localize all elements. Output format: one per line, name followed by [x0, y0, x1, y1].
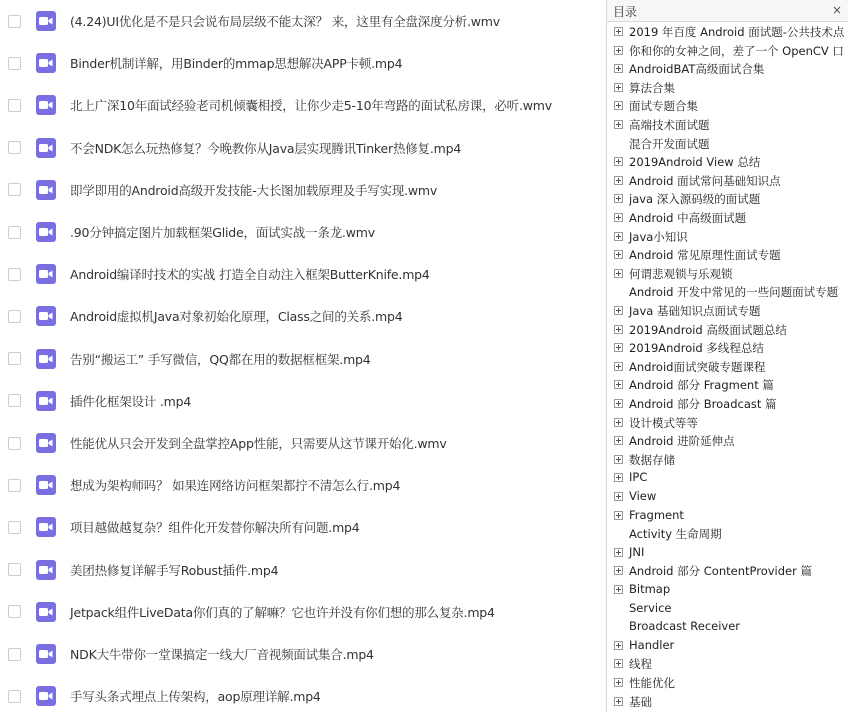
file-checkbox[interactable]: [8, 437, 21, 450]
file-row[interactable]: [0, 422, 604, 464]
toc-item-label: Android 中高级面试题: [629, 211, 747, 225]
file-row[interactable]: [0, 506, 604, 548]
toc-item-label: 面试专题合集: [629, 99, 698, 114]
expand-plus-icon[interactable]: [614, 492, 623, 501]
toc-item-label: Bitmap: [629, 582, 671, 596]
video-file-icon: [36, 53, 56, 73]
toc-item-label: Android 进阶延伸点: [629, 434, 735, 449]
toc-item[interactable]: [607, 190, 848, 208]
toc-item-label: 性能优化: [629, 676, 675, 690]
toc-item[interactable]: [607, 246, 848, 264]
file-row[interactable]: [0, 464, 604, 506]
file-name[interactable]: 北上广深10年面试经验老司机倾囊相授，让你少走5-10年弯路的面试私房课，必听.wmv: [70, 98, 552, 114]
toc-item-label: 你和你的女神之间，差了一个 OpenCV 口: [629, 43, 844, 58]
file-name[interactable]: 不会NDK怎么玩热修复？今晚教你从Java层实现腾讯Tinker热修复.mp4: [70, 140, 462, 156]
video-file-icon: [36, 644, 56, 664]
toc-item[interactable]: [607, 358, 848, 376]
toc-item[interactable]: [607, 488, 848, 506]
expand-plus-icon[interactable]: [614, 269, 623, 278]
toc-item-label: Broadcast Receiver: [629, 619, 741, 634]
file-name[interactable]: 美团热修复详解手写Robust插件.mp4: [70, 562, 279, 578]
expand-plus-icon[interactable]: [614, 306, 623, 315]
video-file-icon: [36, 686, 56, 706]
video-file-icon: [36, 475, 56, 495]
toc-item-label: Java小知识: [629, 229, 688, 244]
toc-item-label: 2019Android 高级面试题总结: [629, 322, 787, 337]
toc-item-label: Android 部分 ContentProvider 篇: [629, 564, 813, 579]
video-file-icon: [36, 180, 56, 200]
toc-item-label: 2019 年百度 Android 面试题-公共技术点: [629, 25, 845, 39]
expand-plus-icon[interactable]: [614, 194, 623, 203]
file-row[interactable]: [0, 591, 604, 633]
expand-plus-icon[interactable]: [614, 250, 623, 259]
file-row[interactable]: [0, 127, 604, 169]
file-name[interactable]: Android虚拟机Java对象初始化原理，Class之间的关系.mp4: [70, 309, 403, 325]
toc-item[interactable]: [607, 693, 848, 711]
toc-item[interactable]: [607, 562, 848, 580]
video-file-icon: [36, 11, 56, 31]
toc-item[interactable]: [607, 135, 848, 153]
toc-item[interactable]: [607, 116, 848, 134]
toc-item-label: Android 常见原理性面试专题: [629, 248, 781, 263]
toc-item[interactable]: [607, 451, 848, 469]
file-name[interactable]: (4.24)UI优化是不是只会说布局层级不能太深？ 来，这里有全盘深度分析.wmv: [70, 14, 500, 29]
toc-item[interactable]: [607, 209, 848, 227]
toc-item-label: Handler: [629, 637, 675, 652]
expand-plus-icon[interactable]: [614, 455, 623, 464]
file-name[interactable]: Jetpack组件LiveData你们真的了解嘛？它也许并没有你们想的那么复杂.mp4: [70, 604, 495, 620]
file-checkbox[interactable]: [8, 183, 21, 196]
expand-plus-icon[interactable]: [614, 436, 623, 445]
toc-item[interactable]: [607, 544, 848, 562]
toc-item[interactable]: [607, 23, 848, 41]
file-row[interactable]: [0, 549, 604, 591]
toc-item[interactable]: [607, 339, 848, 357]
file-name[interactable]: 插件化框架设计 .mp4: [70, 393, 192, 409]
toc-item[interactable]: [607, 302, 848, 320]
file-checkbox[interactable]: [8, 99, 21, 112]
toc-item[interactable]: [607, 507, 848, 525]
toc-item-label: 算法合集: [629, 80, 675, 95]
toc-item[interactable]: [607, 321, 848, 339]
expand-plus-icon[interactable]: [614, 511, 623, 520]
video-file-icon: [36, 391, 56, 411]
toc-item-label: Android 开发中常见的一些问题面试专题: [629, 285, 839, 300]
file-row[interactable]: [0, 211, 604, 253]
file-checkbox[interactable]: [8, 605, 21, 618]
toc-item[interactable]: [607, 42, 848, 60]
toc-item-label: Android面试突破专题课程: [629, 359, 766, 374]
expand-plus-icon[interactable]: [614, 213, 623, 222]
toc-item-label: Service: [629, 600, 672, 615]
video-file-icon: [36, 433, 56, 453]
file-name[interactable]: Binder机制详解，用Binder的mmap思想解决APP卡顿.mp4: [70, 56, 403, 72]
video-file-icon: [36, 95, 56, 115]
toc-item[interactable]: [607, 79, 848, 97]
file-row[interactable]: [0, 0, 604, 42]
toc-item[interactable]: [607, 153, 848, 171]
toc-item[interactable]: [607, 600, 848, 618]
toc-item-label: JNI: [629, 544, 645, 559]
toc-item[interactable]: [607, 395, 848, 413]
video-file-icon: [36, 222, 56, 242]
video-file-icon: [36, 349, 56, 369]
expand-plus-icon[interactable]: [614, 473, 623, 482]
expand-plus-icon[interactable]: [614, 64, 623, 73]
toc-item-label: java 深入源码级的面试题: [629, 192, 761, 207]
video-file-icon: [36, 602, 56, 622]
toc-item-label: Android 面试常问基础知识点: [629, 173, 781, 188]
file-checkbox[interactable]: [8, 352, 21, 365]
expand-plus-icon[interactable]: [614, 46, 623, 55]
file-name[interactable]: 项目越做越复杂？组件化开发替你解决所有问题.mp4: [70, 520, 360, 536]
file-name[interactable]: Android编译时技术的实战 打造全自动注入框架ButterKnife.mp4: [70, 267, 430, 283]
file-checkbox[interactable]: [8, 394, 21, 407]
video-file-icon: [36, 306, 56, 326]
expand-plus-icon[interactable]: [614, 418, 623, 427]
expand-plus-icon[interactable]: [614, 585, 623, 594]
video-file-icon: [36, 138, 56, 158]
file-checkbox[interactable]: [8, 563, 21, 576]
toc-item[interactable]: [607, 581, 848, 599]
file-name[interactable]: 即学即用的Android高级开发技能-大长图加载原理及手写实现.wmv: [70, 182, 438, 198]
expand-plus-icon[interactable]: [614, 157, 623, 166]
toc-item[interactable]: [607, 655, 848, 673]
expand-plus-icon[interactable]: [614, 678, 623, 687]
video-file-icon: [36, 560, 56, 580]
toc-item[interactable]: [607, 60, 848, 78]
file-row[interactable]: [0, 253, 604, 295]
expand-plus-icon[interactable]: [614, 380, 623, 389]
toc-item-label: 2019Android 多线程总结: [629, 341, 764, 356]
file-name[interactable]: 告别“搬运工” 手写微信，QQ都在用的数据框框架.mp4: [70, 351, 371, 367]
toc-item-label: 何谓悲观锁与乐观锁: [629, 266, 733, 281]
expand-plus-icon[interactable]: [614, 176, 623, 185]
toc-item-label: Activity 生命周期: [629, 527, 722, 542]
file-row[interactable]: [0, 84, 604, 126]
expand-plus-icon[interactable]: [614, 362, 623, 371]
close-icon[interactable]: ×: [831, 3, 842, 17]
file-row[interactable]: [0, 633, 604, 675]
file-name[interactable]: 手写头条式埋点上传架构，aop原理详解.mp4: [70, 689, 321, 705]
toc-item[interactable]: [607, 432, 848, 450]
toc-item[interactable]: [607, 469, 848, 487]
toc-item-label: AndroidBAT高级面试合集: [629, 62, 765, 77]
file-row[interactable]: [0, 380, 604, 422]
toc-header: [607, 0, 848, 22]
expand-plus-icon[interactable]: [614, 659, 623, 668]
toc-panel: [606, 0, 848, 712]
toc-item-label: Java 基础知识点面试专题: [629, 304, 761, 318]
file-checkbox[interactable]: [8, 57, 21, 70]
expand-plus-icon[interactable]: [614, 697, 623, 706]
file-row[interactable]: [0, 675, 604, 712]
toc-item-label: 设计模式等等: [629, 415, 698, 430]
file-name[interactable]: NDK大牛带你一堂课搞定一线大厂音视频面试集合.mp4: [70, 647, 374, 662]
expand-plus-icon[interactable]: [614, 83, 623, 92]
expand-plus-icon[interactable]: [614, 27, 623, 36]
toc-item[interactable]: [607, 618, 848, 636]
toc-item-label: 基础: [629, 694, 652, 709]
file-checkbox[interactable]: [8, 310, 21, 323]
toc-item-label: Fragment: [629, 507, 684, 522]
expand-plus-icon[interactable]: [614, 399, 623, 408]
file-row[interactable]: [0, 295, 604, 337]
toc-item[interactable]: [607, 283, 848, 301]
file-checkbox[interactable]: [8, 15, 21, 28]
file-row[interactable]: [0, 338, 604, 380]
toc-item[interactable]: [607, 525, 848, 543]
expand-plus-icon[interactable]: [614, 548, 623, 557]
file-row[interactable]: [0, 169, 604, 211]
video-file-icon: [36, 264, 56, 284]
video-file-icon: [36, 517, 56, 537]
file-name[interactable]: .90分钟搞定图片加载框架Glide，面试实战一条龙.wmv: [70, 225, 375, 240]
file-checkbox[interactable]: [8, 268, 21, 281]
toc-item[interactable]: [607, 674, 848, 692]
file-name[interactable]: 想成为架构师吗？ 如果连网络访问框架都拧不清怎么行.mp4: [70, 478, 401, 494]
expand-plus-icon[interactable]: [614, 101, 623, 110]
expand-plus-icon[interactable]: [614, 343, 623, 352]
toc-item-label: 2019Android View 总结: [629, 155, 761, 170]
expand-plus-icon[interactable]: [614, 325, 623, 334]
toc-item-label: 线程: [629, 657, 652, 672]
toc-title: 目录: [613, 5, 638, 19]
toc-item-label: IPC: [629, 470, 648, 485]
toc-item[interactable]: [607, 376, 848, 394]
file-name[interactable]: 性能优从只会开发到全盘掌控App性能，只需要从这节课开始化.wmv: [70, 436, 447, 451]
toc-item[interactable]: [607, 637, 848, 655]
toc-item[interactable]: [607, 97, 848, 115]
file-checkbox[interactable]: [8, 479, 21, 492]
toc-item[interactable]: [607, 228, 848, 246]
file-checkbox[interactable]: [8, 648, 21, 661]
expand-plus-icon[interactable]: [614, 566, 623, 575]
expand-plus-icon[interactable]: [614, 232, 623, 241]
toc-item-label: 数据存储: [629, 452, 675, 467]
toc-item-label: 高端技术面试题: [629, 118, 710, 132]
file-checkbox[interactable]: [8, 521, 21, 534]
toc-item-label: 混合开发面试题: [629, 136, 710, 151]
toc-item-label: Android 部分 Broadcast 篇: [629, 397, 777, 411]
expand-plus-icon[interactable]: [614, 120, 623, 129]
file-row[interactable]: [0, 42, 604, 84]
toc-item-label: View: [629, 489, 657, 503]
expand-plus-icon[interactable]: [614, 641, 623, 650]
file-checkbox[interactable]: [8, 690, 21, 703]
file-checkbox[interactable]: [8, 226, 21, 239]
file-checkbox[interactable]: [8, 141, 21, 154]
toc-item[interactable]: [607, 172, 848, 190]
toc-item[interactable]: [607, 414, 848, 432]
toc-item[interactable]: [607, 265, 848, 283]
toc-item-label: Android 部分 Fragment 篇: [629, 378, 774, 393]
